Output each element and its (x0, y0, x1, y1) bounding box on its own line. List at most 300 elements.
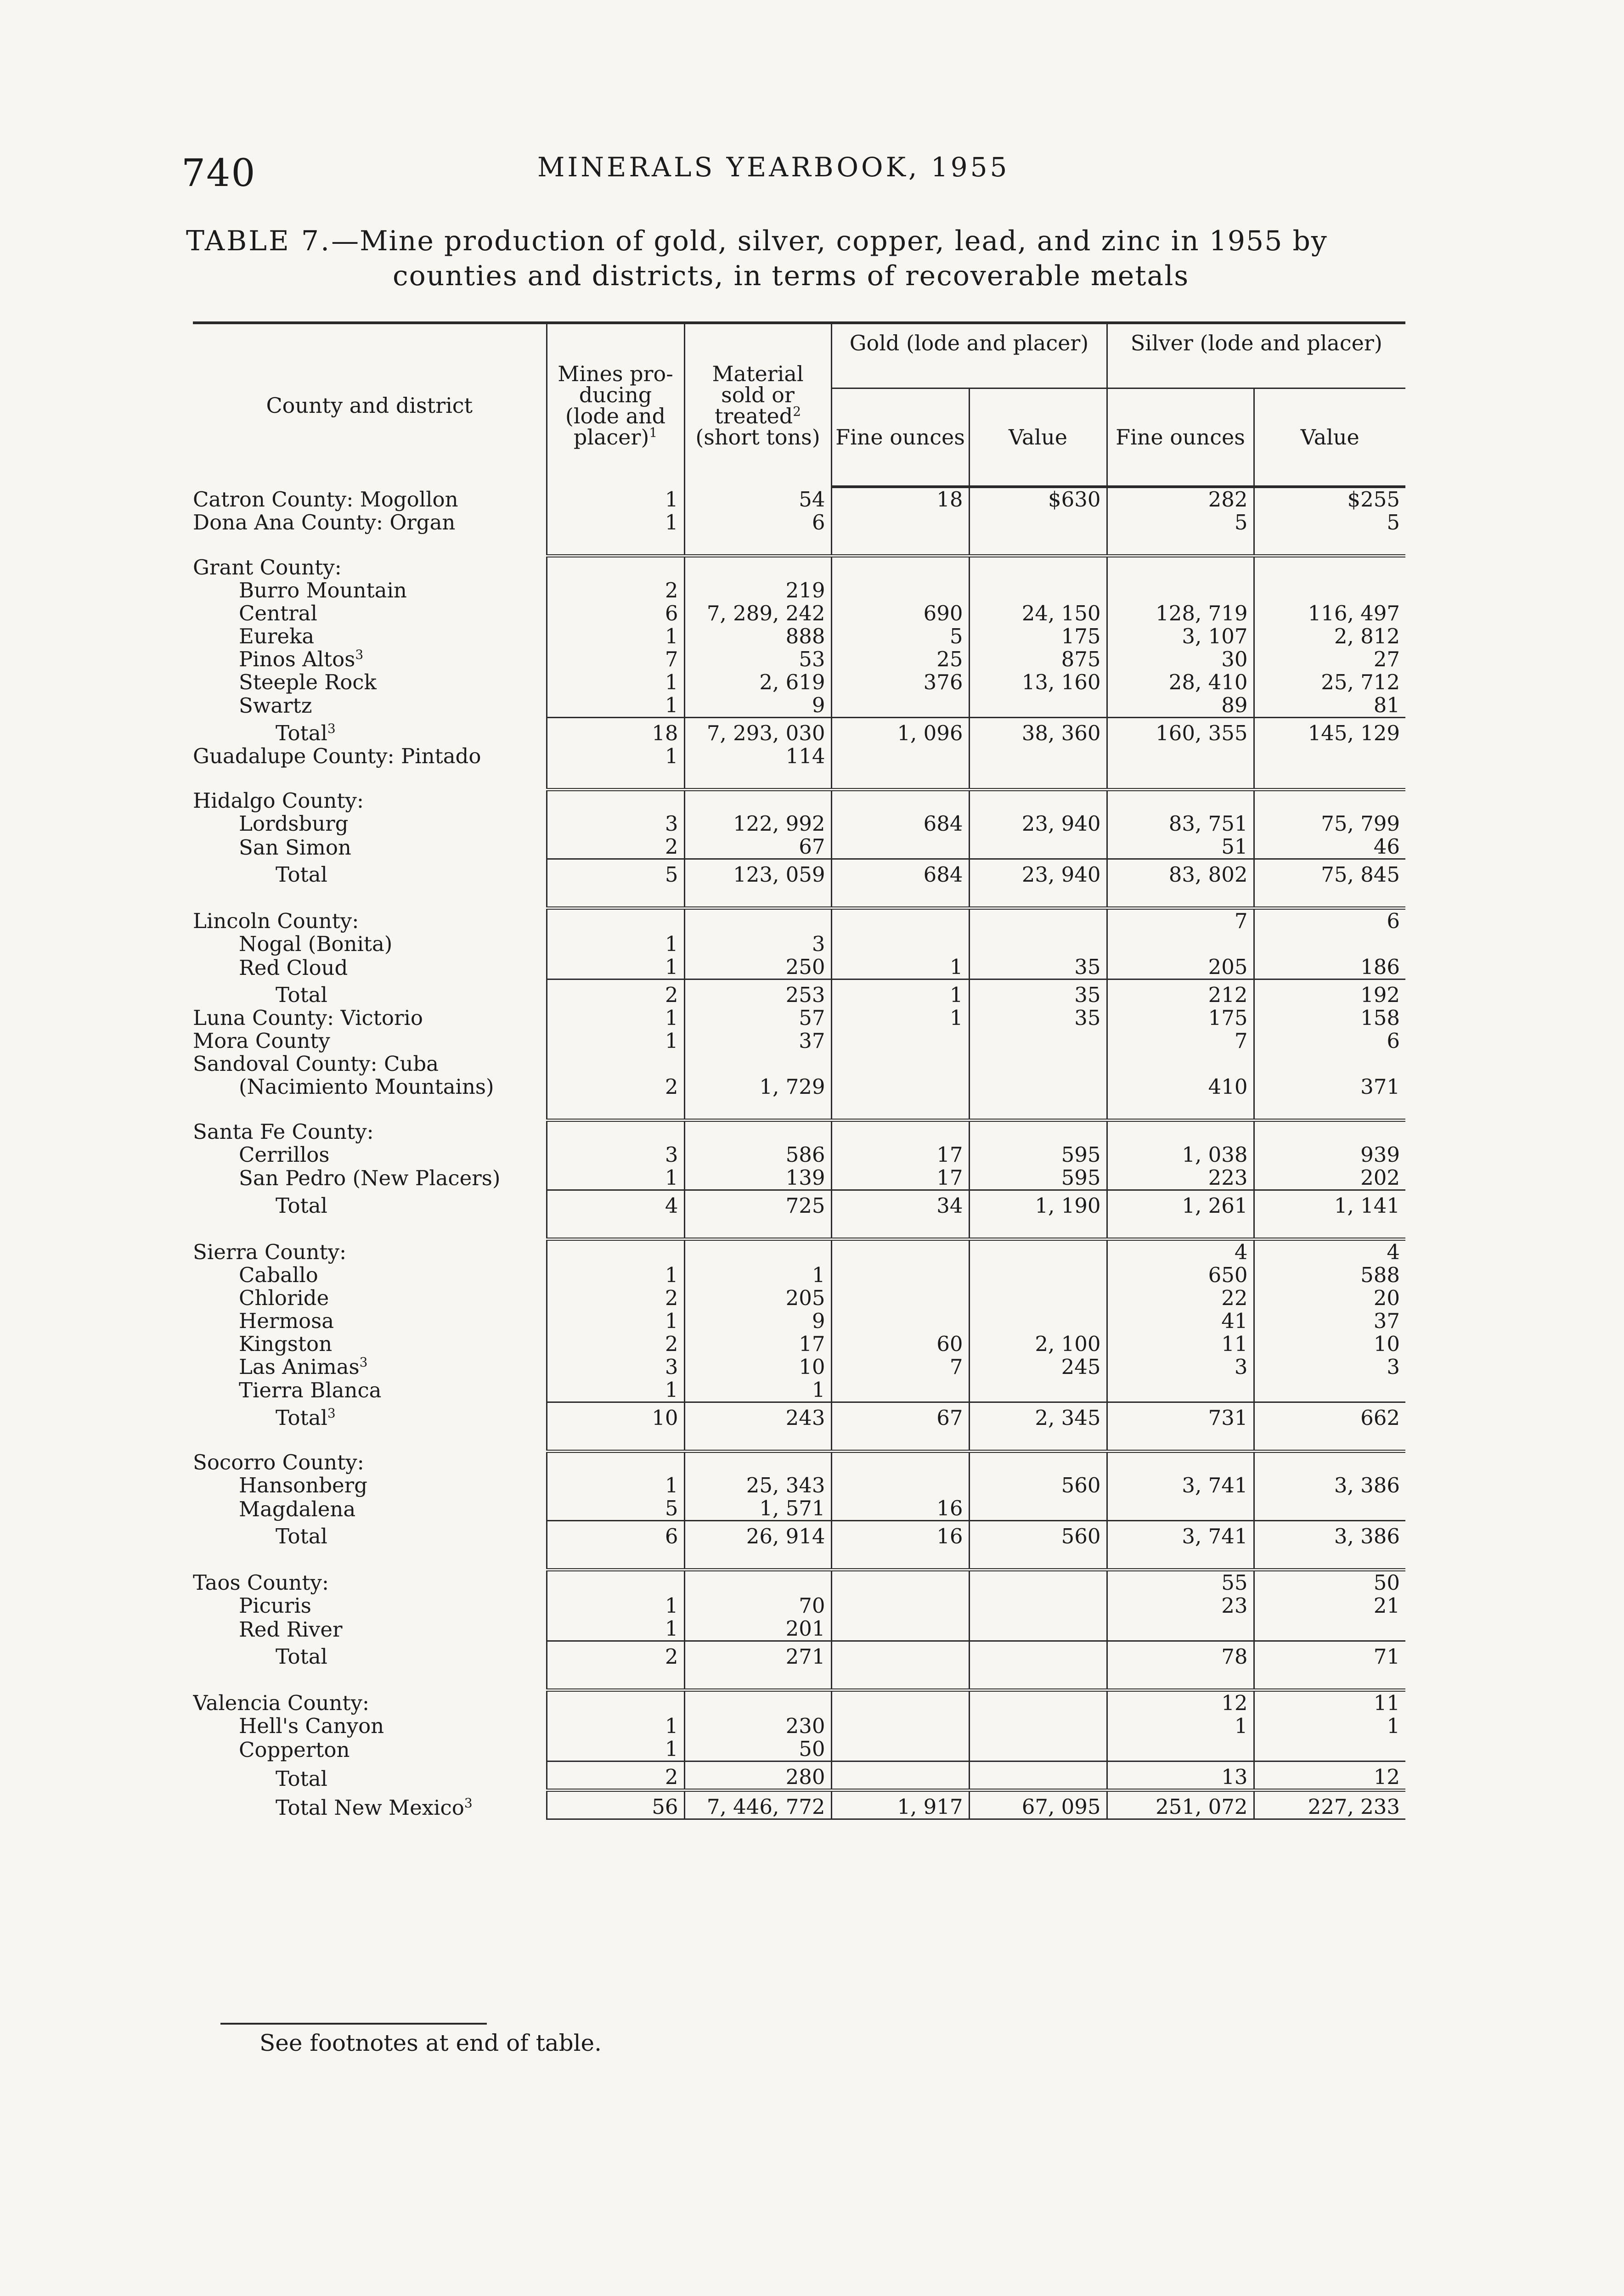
material-cell: 1 (684, 1264, 831, 1287)
silver-ounces-cell: 3, 741 (1107, 1521, 1254, 1548)
material-cell: 114 (684, 745, 831, 768)
silver-ounces-cell (1107, 1617, 1254, 1641)
total-row (193, 1190, 1405, 1217)
silver-ounces-cell: 128, 719 (1107, 602, 1254, 625)
gold-ounces-cell (831, 511, 969, 534)
row-label: Steeple Rock (239, 670, 377, 694)
silver-ounces-cell (1107, 1451, 1254, 1474)
gold-value-cell (969, 745, 1107, 768)
silver-value-cell: 37 (1254, 1310, 1405, 1333)
material-cell (684, 1098, 831, 1120)
silver-value-cell (1254, 933, 1405, 956)
material-cell (684, 1451, 831, 1474)
material-cell: 271 (684, 1641, 831, 1669)
silver-value-cell: 5 (1254, 511, 1405, 534)
silver-ounces-cell: 11 (1107, 1333, 1254, 1356)
mines-cell: 1 (547, 1379, 684, 1402)
gold-ounces-cell (831, 908, 969, 933)
total-row (193, 717, 1405, 745)
mines-cell: 1 (547, 1310, 684, 1333)
table-row (193, 487, 1405, 511)
silver-ounces-cell: 5 (1107, 511, 1254, 534)
gold-value-cell (969, 1030, 1107, 1052)
gold-ounces-cell (831, 1287, 969, 1310)
gold-value-cell: 595 (969, 1143, 1107, 1166)
silver-ounces-cell (1107, 1098, 1254, 1120)
material-cell: 26, 914 (684, 1521, 831, 1548)
table-row (193, 1287, 1405, 1310)
gold-ounces-cell (831, 1264, 969, 1287)
table-row (193, 789, 1405, 812)
row-label: Luna County: Victorio (193, 1007, 423, 1030)
mines-cell: 2 (547, 1333, 684, 1356)
row-label: Sandoval County: Cuba (193, 1052, 439, 1075)
total-row (193, 1790, 1405, 1819)
gold-value-cell (969, 534, 1107, 556)
table-row (193, 1594, 1405, 1617)
row-label: Hidalgo County: (193, 789, 364, 812)
mines-cell (547, 789, 684, 812)
silver-ounces-cell: 410 (1107, 1075, 1254, 1098)
silver-value-cell (1254, 534, 1405, 556)
table-row (193, 1738, 1405, 1761)
silver-value-cell: 21 (1254, 1594, 1405, 1617)
gold-value-cell: 595 (969, 1166, 1107, 1190)
material-cell: 7, 289, 242 (684, 602, 831, 625)
gold-value-cell: 560 (969, 1521, 1107, 1548)
gold-ounces-cell: 376 (831, 671, 969, 694)
gold-ounces-cell (831, 768, 969, 790)
row-label: Magdalena (239, 1497, 356, 1521)
row-label: Total (276, 1644, 327, 1668)
silver-value-cell (1254, 768, 1405, 790)
table-row (193, 1690, 1405, 1715)
table-row (193, 745, 1405, 768)
production-table-wrapper (193, 321, 1405, 1820)
gold-ounces-cell (831, 694, 969, 718)
gold-value-cell (969, 1098, 1107, 1120)
mines-cell: 5 (547, 1497, 684, 1521)
row-label (193, 768, 547, 790)
gold-ounces-cell: 16 (831, 1521, 969, 1548)
silver-value-cell: 25, 712 (1254, 671, 1405, 694)
row-label (193, 1668, 547, 1690)
row-label: Total New Mexico$^3$ (276, 1795, 473, 1819)
mines-cell: 2 (547, 979, 684, 1007)
silver-value-cell: 588 (1254, 1264, 1405, 1287)
mines-cell: 2 (547, 1641, 684, 1669)
row-label: Valencia County: (193, 1691, 370, 1715)
silver-ounces-cell: 3 (1107, 1356, 1254, 1379)
gold-value-cell (969, 1075, 1107, 1098)
gold-value-cell (969, 1548, 1107, 1570)
table-row (193, 1239, 1405, 1264)
gold-ounces-cell (831, 1715, 969, 1738)
silver-value-cell: 186 (1254, 956, 1405, 979)
silver-value-cell (1254, 1429, 1405, 1452)
mines-cell: 1 (547, 625, 684, 648)
gold-value-cell (969, 1239, 1107, 1264)
material-cell: 7, 446, 772 (684, 1790, 831, 1819)
gold-value-cell: 23, 940 (969, 812, 1107, 835)
row-label: Central (239, 602, 317, 625)
gold-ounces-cell (831, 1239, 969, 1264)
gold-value-cell (969, 579, 1107, 602)
table-row (193, 511, 1405, 534)
silver-value-cell: 10 (1254, 1333, 1405, 1356)
silver-value-cell: 46 (1254, 835, 1405, 859)
spacer-row (193, 886, 1405, 908)
gold-ounces-cell: 17 (831, 1143, 969, 1166)
gold-value-cell: 245 (969, 1356, 1107, 1379)
gold-ounces-cell (831, 556, 969, 579)
material-cell (684, 1548, 831, 1570)
mines-cell (547, 556, 684, 579)
production-table (193, 321, 1405, 1820)
gold-ounces-cell (831, 1617, 969, 1641)
silver-value-cell: 1 (1254, 1715, 1405, 1738)
spacer-row (193, 1098, 1405, 1120)
gold-value-cell (969, 1497, 1107, 1521)
gold-ounces-cell: 684 (831, 859, 969, 887)
header-mines-footnote: 1 (649, 425, 658, 440)
gold-value-cell (969, 1451, 1107, 1474)
material-cell (684, 768, 831, 790)
silver-value-cell (1254, 1738, 1405, 1761)
silver-ounces-cell: 175 (1107, 1007, 1254, 1030)
mines-cell (547, 1052, 684, 1075)
silver-ounces-cell: 83, 802 (1107, 859, 1254, 887)
silver-ounces-cell: 212 (1107, 979, 1254, 1007)
silver-value-cell (1254, 1379, 1405, 1402)
table-row (193, 1715, 1405, 1738)
row-label: Socorro County: (193, 1451, 364, 1474)
gold-ounces-cell: 1, 917 (831, 1790, 969, 1819)
row-label: Lincoln County: (193, 909, 359, 933)
row-label: Total$^3$ (276, 720, 336, 745)
material-cell: 25, 343 (684, 1474, 831, 1497)
header-silver-fine-ounces: Fine ounces (1107, 388, 1254, 487)
gold-value-cell (969, 1761, 1107, 1790)
silver-value-cell (1254, 579, 1405, 602)
table-row (193, 933, 1405, 956)
mines-cell: 1 (547, 694, 684, 718)
gold-value-cell: $630 (969, 487, 1107, 511)
spacer-row (193, 1429, 1405, 1452)
table-row (193, 1264, 1405, 1287)
silver-value-cell (1254, 886, 1405, 908)
silver-ounces-cell: 1, 261 (1107, 1190, 1254, 1217)
mines-cell: 1 (547, 1264, 684, 1287)
running-head: MINERALS YEARBOOK, 1955 (537, 152, 1010, 183)
table-row (193, 648, 1405, 671)
row-label: San Simon (239, 835, 351, 859)
material-cell: 253 (684, 979, 831, 1007)
spacer-row (193, 1668, 1405, 1690)
table-row (193, 602, 1405, 625)
mines-cell: 1 (547, 487, 684, 511)
silver-ounces-cell: 7 (1107, 1030, 1254, 1052)
silver-ounces-cell: 205 (1107, 956, 1254, 979)
total-row (193, 979, 1405, 1007)
table-row (193, 835, 1405, 859)
gold-value-cell: 38, 360 (969, 717, 1107, 745)
gold-value-cell: 67, 095 (969, 1790, 1107, 1819)
table-row (193, 956, 1405, 979)
gold-ounces-cell (831, 933, 969, 956)
gold-value-cell (969, 1217, 1107, 1239)
row-label: Hermosa (239, 1309, 334, 1333)
silver-value-cell: 1, 141 (1254, 1190, 1405, 1217)
header-gold-value: Value (969, 388, 1107, 487)
row-label: Grant County: (193, 556, 342, 579)
mines-cell: 6 (547, 1521, 684, 1548)
row-label (193, 1548, 547, 1570)
silver-ounces-cell: 1, 038 (1107, 1143, 1254, 1166)
gold-ounces-cell (831, 1668, 969, 1690)
gold-value-cell (969, 933, 1107, 956)
material-cell (684, 1690, 831, 1715)
row-label: Total (276, 862, 327, 886)
footnote: See footnotes at end of table. (259, 2030, 602, 2056)
header-gold-group: Gold (lode and placer) (831, 323, 1107, 388)
mines-cell (547, 1570, 684, 1595)
silver-ounces-cell: 223 (1107, 1166, 1254, 1190)
gold-ounces-cell: 25 (831, 648, 969, 671)
table-row (193, 1310, 1405, 1333)
gold-ounces-cell (831, 1761, 969, 1790)
mines-cell (547, 1239, 684, 1264)
gold-ounces-cell: 690 (831, 602, 969, 625)
row-label (193, 1098, 547, 1120)
gold-ounces-cell: 18 (831, 487, 969, 511)
row-label (193, 534, 547, 556)
mines-cell (547, 1690, 684, 1715)
gold-value-cell (969, 1120, 1107, 1143)
gold-ounces-cell (831, 1052, 969, 1075)
silver-ounces-cell: 89 (1107, 694, 1254, 718)
silver-value-cell: 202 (1254, 1166, 1405, 1190)
row-label: Total$^3$ (276, 1405, 336, 1429)
gold-value-cell (969, 1690, 1107, 1715)
material-cell: 230 (684, 1715, 831, 1738)
mines-cell: 1 (547, 1738, 684, 1761)
silver-ounces-cell: 13 (1107, 1761, 1254, 1790)
material-cell (684, 886, 831, 908)
gold-value-cell: 175 (969, 625, 1107, 648)
table-row (193, 1075, 1405, 1098)
row-label: Total (276, 983, 327, 1007)
mines-cell: 3 (547, 1143, 684, 1166)
material-cell: 67 (684, 835, 831, 859)
header-mines-producing: Mines pro-ducing (lode and placer)$^1$ (547, 323, 684, 487)
row-label-footnote: 3 (355, 647, 364, 662)
row-label (193, 1429, 547, 1452)
silver-value-cell: 50 (1254, 1570, 1405, 1595)
silver-value-cell: 81 (1254, 694, 1405, 718)
silver-value-cell: 4 (1254, 1239, 1405, 1264)
mines-cell: 1 (547, 1617, 684, 1641)
row-label: Red Cloud (239, 956, 348, 979)
silver-ounces-cell (1107, 1429, 1254, 1452)
gold-ounces-cell: 1, 096 (831, 717, 969, 745)
silver-value-cell: 3, 386 (1254, 1474, 1405, 1497)
gold-value-cell (969, 556, 1107, 579)
silver-ounces-cell (1107, 768, 1254, 790)
silver-value-cell: 71 (1254, 1641, 1405, 1669)
mines-cell: 56 (547, 1790, 684, 1819)
material-cell: 53 (684, 648, 831, 671)
silver-value-cell: 20 (1254, 1287, 1405, 1310)
row-label: Picuris (239, 1594, 311, 1617)
silver-value-cell: 662 (1254, 1402, 1405, 1429)
silver-ounces-cell: 4 (1107, 1239, 1254, 1264)
material-cell: 888 (684, 625, 831, 648)
gold-value-cell: 2, 345 (969, 1402, 1107, 1429)
gold-ounces-cell (831, 1429, 969, 1452)
header-material-treated: Material sold or treated$^2$ (short tons) (684, 323, 831, 487)
gold-value-cell (969, 908, 1107, 933)
material-cell: 2, 619 (684, 671, 831, 694)
row-label: Sierra County: (193, 1239, 347, 1264)
silver-value-cell: 27 (1254, 648, 1405, 671)
gold-value-cell: 23, 940 (969, 859, 1107, 887)
material-cell: 6 (684, 511, 831, 534)
mines-cell (547, 1548, 684, 1570)
silver-ounces-cell (1107, 1120, 1254, 1143)
silver-value-cell: 6 (1254, 1030, 1405, 1052)
table-row (193, 1451, 1405, 1474)
mines-cell: 1 (547, 1030, 684, 1052)
total-row (193, 1521, 1405, 1548)
gold-value-cell (969, 1264, 1107, 1287)
gold-ounces-cell (831, 1120, 969, 1143)
silver-ounces-cell (1107, 886, 1254, 908)
material-cell: 70 (684, 1594, 831, 1617)
mines-cell (547, 886, 684, 908)
row-label: Hansonberg (239, 1474, 367, 1497)
gold-ounces-cell (831, 835, 969, 859)
row-label: Eureka (239, 625, 315, 648)
row-label: Nogal (Bonita) (239, 933, 393, 956)
header-silver-group: Silver (lode and placer) (1107, 323, 1405, 388)
total-row (193, 859, 1405, 887)
row-label: Swartz (239, 693, 312, 717)
row-label: Chloride (239, 1286, 329, 1310)
gold-value-cell (969, 511, 1107, 534)
row-label: San Pedro (New Placers) (239, 1166, 501, 1190)
material-cell: 205 (684, 1287, 831, 1310)
silver-value-cell: 12 (1254, 1761, 1405, 1790)
material-cell: 201 (684, 1617, 831, 1641)
gold-value-cell: 1, 190 (969, 1190, 1107, 1217)
material-cell: 3 (684, 933, 831, 956)
table-row (193, 1497, 1405, 1521)
silver-value-cell: 3 (1254, 1356, 1405, 1379)
silver-ounces-cell: 251, 072 (1107, 1790, 1254, 1819)
material-cell: 17 (684, 1333, 831, 1356)
silver-value-cell: 939 (1254, 1143, 1405, 1166)
gold-value-cell: 13, 160 (969, 671, 1107, 694)
gold-ounces-cell: 1 (831, 1007, 969, 1030)
gold-ounces-cell (831, 1451, 969, 1474)
silver-ounces-cell: 7 (1107, 908, 1254, 933)
gold-ounces-cell (831, 1217, 969, 1239)
silver-ounces-cell: 1 (1107, 1715, 1254, 1738)
gold-value-cell (969, 768, 1107, 790)
gold-value-cell (969, 1594, 1107, 1617)
silver-value-cell: 11 (1254, 1690, 1405, 1715)
silver-value-cell: 158 (1254, 1007, 1405, 1030)
row-label: Total (276, 1524, 327, 1548)
gold-ounces-cell (831, 1474, 969, 1497)
mines-cell (547, 768, 684, 790)
silver-ounces-cell (1107, 1497, 1254, 1521)
gold-ounces-cell (831, 789, 969, 812)
table-body (193, 487, 1405, 1819)
mines-cell: 1 (547, 1594, 684, 1617)
gold-ounces-cell (831, 1738, 969, 1761)
header-gold-fine-ounces: Fine ounces (831, 388, 969, 487)
silver-value-cell (1254, 1617, 1405, 1641)
silver-ounces-cell: 51 (1107, 835, 1254, 859)
silver-value-cell (1254, 1497, 1405, 1521)
mines-cell: 6 (547, 602, 684, 625)
silver-value-cell (1254, 1052, 1405, 1075)
gold-value-cell (969, 1715, 1107, 1738)
row-label: Kingston (239, 1332, 333, 1356)
gold-ounces-cell: 17 (831, 1166, 969, 1190)
material-cell: 725 (684, 1190, 831, 1217)
page-number: 740 (181, 152, 256, 195)
silver-ounces-cell (1107, 1668, 1254, 1690)
caption-text-1: —Mine production of gold, silver, copper, lead, and zinc in 1955 by (331, 225, 1328, 257)
gold-value-cell: 875 (969, 648, 1107, 671)
silver-ounces-cell (1107, 579, 1254, 602)
row-label: Santa Fe County: (193, 1120, 374, 1143)
silver-ounces-cell (1107, 745, 1254, 768)
mines-cell: 2 (547, 579, 684, 602)
total-row (193, 1402, 1405, 1429)
silver-ounces-cell: 3, 741 (1107, 1474, 1254, 1497)
total-row (193, 1761, 1405, 1790)
caption-label: TABLE 7. (186, 225, 332, 257)
gold-ounces-cell: 684 (831, 812, 969, 835)
silver-value-cell (1254, 745, 1405, 768)
mines-cell: 1 (547, 511, 684, 534)
spacer-row (193, 768, 1405, 790)
gold-ounces-cell (831, 1098, 969, 1120)
gold-value-cell (969, 1570, 1107, 1595)
material-cell: 9 (684, 1310, 831, 1333)
silver-value-cell: 6 (1254, 908, 1405, 933)
material-cell: 37 (684, 1030, 831, 1052)
silver-ounces-cell (1107, 1052, 1254, 1075)
mines-cell (547, 1120, 684, 1143)
row-label (193, 1217, 547, 1239)
silver-ounces-cell: 30 (1107, 648, 1254, 671)
silver-ounces-cell: 282 (1107, 487, 1254, 511)
silver-value-cell: 116, 497 (1254, 602, 1405, 625)
material-cell: 250 (684, 956, 831, 979)
row-label: Tierra Blanca (239, 1378, 382, 1402)
table-row (193, 1617, 1405, 1641)
table-caption (186, 225, 1398, 292)
table-row (193, 556, 1405, 579)
silver-value-cell: 371 (1254, 1075, 1405, 1098)
header-silver-value: Value (1254, 388, 1405, 487)
row-label-footnote: 3 (464, 1795, 473, 1811)
